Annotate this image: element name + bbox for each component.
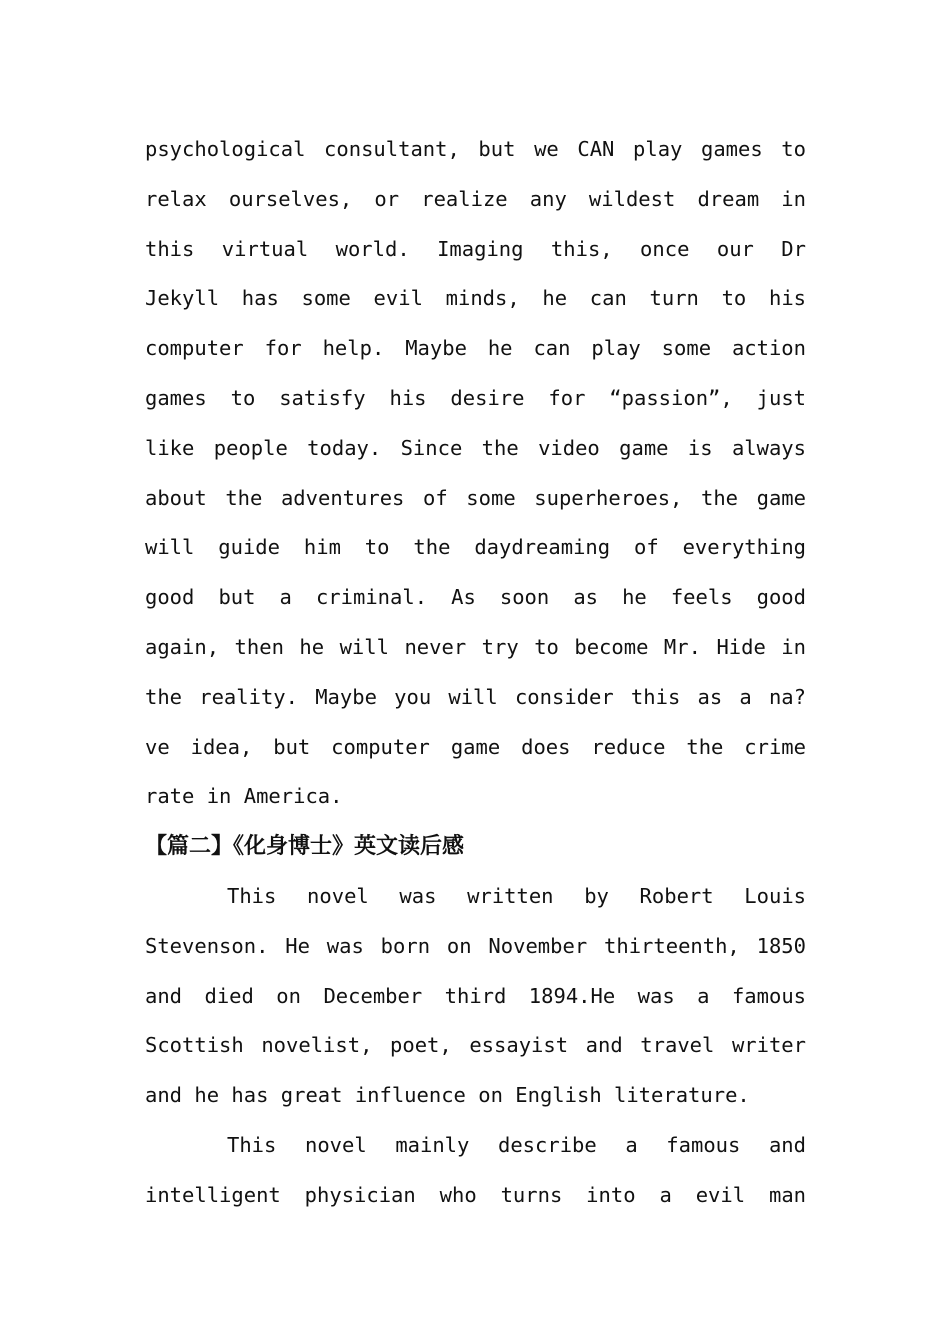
- text-line: the reality. Maybe you will consider this as a na?: [145, 684, 806, 709]
- text-line: psychological consultant, but we CAN play games to: [145, 137, 806, 161]
- text-line: like people today. Since the video game is always: [145, 435, 806, 460]
- section-heading: 【篇二】《化身博士》英文读后感: [145, 833, 465, 860]
- text-line: games to satisfy his desire for “passion”, just: [145, 385, 806, 410]
- text-line: relax ourselves, or realize any wildest dream in: [145, 186, 806, 211]
- text-line: and died on December third 1894.He was a famous: [145, 983, 806, 1008]
- text-line: and he has great influence on English literature.: [145, 1083, 750, 1108]
- text-line: intelligent physician who turns into a evil man: [145, 1182, 806, 1207]
- text-line: computer for help. Maybe he can play some action: [145, 336, 806, 361]
- text-line: this virtual world. Imaging this, once our Dr: [145, 236, 806, 261]
- paragraph-novel-summary: [145, 1121, 806, 1221]
- text-line: Stevenson. He was born on November thirteenth, 1850: [145, 933, 806, 958]
- text-line: good but a criminal. As soon as he feels good: [145, 585, 806, 610]
- paragraph-video-games: [145, 125, 806, 822]
- text-line: Scottish novelist, poet, essayist and travel writer: [145, 1033, 806, 1058]
- text-line: about the adventures of some superheroes, the game: [145, 485, 806, 510]
- text-line: This novel mainly describe a famous and: [227, 1132, 806, 1157]
- text-line: again, then he will never try to become Mr. Hide in: [145, 634, 806, 659]
- text-line: Jekyll has some evil minds, he can turn to his: [145, 286, 806, 311]
- text-line: This novel was written by Robert Louis: [227, 883, 806, 908]
- text-line: will guide him to the daydreaming of everything: [145, 535, 806, 560]
- text-line: ve idea, but computer game does reduce the crime: [145, 734, 806, 759]
- text-line: rate in America.: [145, 784, 343, 809]
- document-body: [145, 125, 806, 1221]
- paragraph-author-bio: [145, 872, 806, 1121]
